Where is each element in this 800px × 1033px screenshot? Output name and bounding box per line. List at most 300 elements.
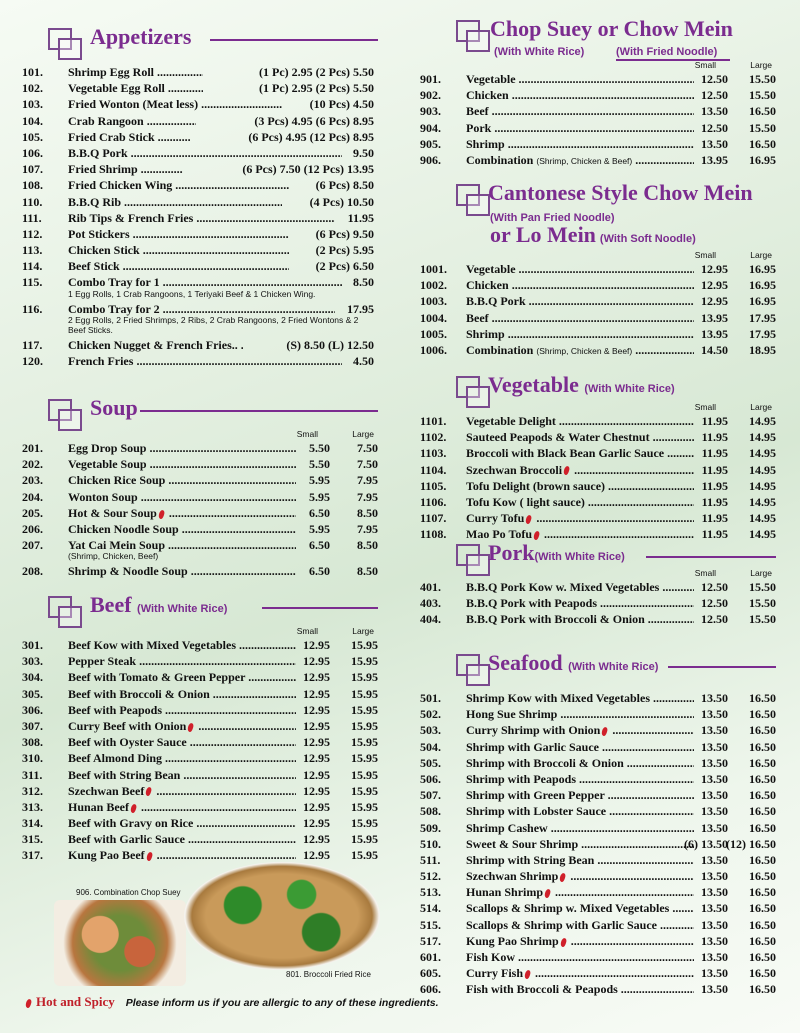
item-number: 507. — [420, 788, 441, 803]
pork-header — [420, 540, 776, 568]
large-price: 16.50 — [749, 723, 776, 738]
chili-pepper-icon — [601, 727, 609, 737]
item-name-text: Szechwan Shrimp — [466, 869, 559, 884]
menu-item — [420, 611, 776, 627]
item-number: 204. — [22, 489, 43, 504]
item-number: 313. — [22, 799, 43, 814]
chopsuey-subtitle-noodle: (With Fried Noodle) — [616, 46, 718, 58]
menu-item — [22, 669, 378, 685]
small-price: 13.50 — [701, 136, 728, 151]
item-name — [466, 120, 694, 136]
beef-subtitle: (With White Rice) — [137, 603, 228, 615]
item-number: 306. — [22, 702, 43, 717]
large-price: 8.50 — [357, 564, 378, 579]
item-price: 11.95 — [347, 210, 374, 225]
lomein-subtitle: (With Soft Noodle) — [599, 233, 696, 245]
chili-pepper-icon — [563, 466, 571, 476]
menu-item — [22, 489, 378, 505]
menu-item — [420, 836, 776, 852]
item-name-text: Beef — [466, 310, 489, 325]
item-name — [68, 161, 183, 177]
cantonese-list — [420, 261, 776, 358]
large-price: 16.50 — [749, 771, 776, 786]
item-number: 403. — [420, 596, 441, 611]
cantonese-section — [420, 180, 776, 358]
seafood-subtitle: (With White Rice) — [568, 661, 659, 673]
item-price: (1 Pc) 2.95 (2 Pcs) 5.50 — [259, 65, 374, 79]
small-price: 11.95 — [701, 430, 728, 445]
large-price: 7.95 — [357, 521, 378, 536]
column-headers — [420, 568, 776, 579]
appetizers-section — [22, 24, 378, 369]
item-name — [466, 429, 694, 445]
menu-item — [22, 521, 378, 537]
item-number: 305. — [22, 686, 43, 701]
item-number: 308. — [22, 735, 43, 750]
large-price: 17.95 — [749, 326, 776, 341]
large-price: 14.95 — [749, 478, 776, 493]
item-name — [466, 494, 694, 510]
item-name — [466, 277, 694, 293]
menu-item — [420, 152, 776, 168]
allergy-note: Please inform us if you are allergic to any of these ingredients. — [125, 997, 439, 1009]
large-price: 15.95 — [351, 654, 378, 669]
item-name — [466, 261, 694, 277]
item-name-text: French Fries — [68, 354, 134, 368]
small-price: 12.95 — [303, 751, 330, 766]
item-number: 503. — [420, 723, 441, 738]
menu-item — [420, 949, 776, 965]
seafood-list — [420, 690, 776, 998]
chili-pepper-icon — [145, 852, 153, 862]
chopsuey-subtitle-rice: (With White Rice) — [494, 46, 585, 58]
item-number: 513. — [420, 885, 441, 900]
item-name — [68, 718, 296, 734]
item-number: 101. — [22, 65, 43, 79]
large-price: 14.95 — [749, 462, 776, 477]
item-note: (Shrimp, Chicken & Beef) — [536, 155, 633, 166]
seafood-section — [420, 650, 776, 998]
item-name-text: Vegetable Soup — [68, 457, 147, 472]
menu-item — [22, 472, 378, 488]
beef-title: Beef — [90, 592, 132, 617]
item-name-text: Curry Beef with Onion — [68, 718, 187, 733]
appetizers-list — [22, 64, 378, 369]
item-name — [466, 836, 694, 852]
item-number: 104. — [22, 113, 43, 128]
item-name — [68, 177, 289, 193]
large-price: 16.50 — [749, 917, 776, 932]
item-name-text: Fish Kow — [466, 950, 516, 964]
item-name-text: Curry Tofu — [466, 511, 525, 526]
menu-item — [22, 64, 378, 80]
menu-item — [22, 353, 378, 369]
large-price: 16.50 — [749, 933, 776, 948]
item-name-text: Shrimp Egg Roll — [68, 65, 155, 79]
item-name-text: B.B.Q Pork with Broccoli & Onion — [466, 612, 645, 627]
item-number: 303. — [22, 654, 43, 669]
chopsuey-list — [420, 71, 776, 168]
chili-pepper-icon — [524, 969, 532, 979]
item-price: (2 Pcs) 5.95 — [315, 243, 374, 258]
small-price: 13.50 — [701, 917, 728, 932]
large-header: Large — [750, 250, 772, 260]
item-number: 502. — [420, 707, 441, 722]
item-price: (6 Pcs) 4.95 (12 Pcs) 8.95 — [248, 129, 374, 144]
small-price: 12.95 — [701, 294, 728, 309]
item-number: 401. — [420, 580, 441, 594]
beef-list — [22, 637, 378, 864]
item-name — [68, 226, 289, 242]
menu-item — [22, 242, 378, 258]
item-number: 1108. — [420, 527, 447, 542]
menu-item — [22, 440, 378, 456]
small-price: 13.50 — [701, 820, 728, 835]
item-name-text: Combination — [466, 342, 534, 357]
item-name-text: Beef with Broccoli & Onion — [68, 686, 210, 701]
section-title: Appetizers — [90, 24, 192, 49]
large-header: Large — [352, 429, 374, 439]
item-name — [68, 489, 296, 505]
item-name — [466, 478, 694, 494]
menu-item — [22, 750, 378, 766]
item-name — [68, 456, 296, 472]
item-name-text: Shrimp Kow with Mixed Vegetables — [466, 691, 651, 705]
item-number: 315. — [22, 832, 43, 847]
title-rule — [140, 410, 378, 412]
item-price: (S) 8.50 (L) 12.50 — [286, 337, 374, 352]
menu-item — [420, 326, 776, 342]
small-header: Small — [694, 60, 716, 70]
item-name-text: Shrimp with Garlic Sauce — [466, 739, 600, 754]
item-name — [466, 462, 694, 478]
menu-item — [420, 739, 776, 755]
item-name — [68, 194, 282, 210]
section-title — [488, 540, 625, 566]
large-price: 14.95 — [749, 494, 776, 509]
item-name-text: Curry Fish — [466, 966, 523, 981]
item-name — [68, 767, 296, 783]
item-price: 17.95 — [347, 301, 374, 316]
large-price: 16.95 — [749, 278, 776, 293]
chili-pepper-icon — [25, 998, 33, 1008]
small-price: 12.95 — [303, 686, 330, 701]
item-name-text: Crab Rangoon — [68, 113, 144, 128]
item-name — [466, 900, 694, 916]
item-price: (1 Pc) 2.95 (2 Pcs) 5.50 — [259, 81, 374, 96]
large-price: 16.50 — [749, 707, 776, 722]
pork-section — [420, 540, 776, 628]
menu-item — [22, 210, 378, 226]
item-number: 1105. — [420, 478, 447, 493]
item-name-text: Vegetable Egg Roll — [68, 81, 165, 96]
menu-item — [420, 71, 776, 87]
item-name — [68, 472, 296, 488]
item-name — [68, 637, 296, 653]
small-header: Small — [694, 568, 716, 578]
item-number: 605. — [420, 966, 441, 981]
chopsuey-header — [420, 16, 776, 46]
large-price: 15.95 — [351, 686, 378, 701]
menu-item — [420, 787, 776, 803]
item-name-text: Broccoli with Black Bean Garlic Sauce — [466, 446, 665, 461]
small-price: 13.50 — [701, 804, 728, 819]
small-price: 12.95 — [701, 278, 728, 293]
large-price: 15.95 — [351, 702, 378, 717]
item-price: (2 Pcs) 6.50 — [315, 259, 374, 274]
large-price: 16.50 — [749, 739, 776, 754]
item-name-text: Chicken Nugget & French Fries.. — [68, 337, 238, 352]
section-title: Soup — [90, 395, 138, 420]
item-name — [68, 783, 296, 799]
small-price: 12.95 — [701, 262, 728, 276]
small-price: 13.50 — [701, 885, 728, 900]
item-name-text: Combination — [466, 152, 534, 167]
item-number: 110. — [22, 194, 43, 209]
item-name — [466, 868, 694, 884]
item-name — [466, 326, 694, 342]
column-headers — [420, 402, 776, 413]
large-price: 16.50 — [749, 869, 776, 884]
item-number: 1002. — [420, 278, 447, 293]
item-number: 117. — [22, 337, 43, 352]
menu-item — [22, 783, 378, 799]
menu-item — [22, 718, 378, 734]
item-name-text: Fish with Broccoli & Peapods — [466, 982, 618, 997]
item-number: 116. — [22, 301, 43, 316]
chili-pepper-icon — [157, 509, 165, 519]
menu-item — [22, 637, 378, 653]
item-number: 1003. — [420, 294, 447, 309]
item-name-text: Combo Tray for 1 — [68, 275, 160, 290]
large-price: (12) 16.50 — [726, 836, 776, 851]
item-name-text: Pepper Steak — [68, 654, 137, 669]
title-rule — [646, 556, 776, 558]
large-price: 16.50 — [749, 982, 776, 997]
item-number: 1001. — [420, 262, 447, 276]
large-header: Large — [750, 568, 772, 578]
small-header: Small — [694, 250, 716, 260]
item-number: 112. — [22, 226, 43, 241]
menu-item — [22, 258, 378, 274]
large-price: 15.95 — [351, 783, 378, 798]
item-name — [466, 87, 694, 103]
small-price: 11.95 — [701, 478, 728, 493]
item-name-text: Shrimp with Broccoli & Onion — [466, 755, 624, 770]
menu-item — [420, 494, 776, 510]
item-name-text: Hunan Beef — [68, 799, 130, 814]
chili-pepper-icon — [130, 803, 138, 813]
large-price: 7.50 — [357, 457, 378, 472]
menu-item — [420, 429, 776, 445]
menu-item — [420, 120, 776, 136]
small-price: 12.50 — [701, 72, 728, 86]
small-header: Small — [296, 429, 318, 439]
small-price: 12.50 — [701, 612, 728, 627]
item-number: 1103. — [420, 446, 447, 461]
menu-item — [420, 965, 776, 981]
item-name-text: Sweet & Sour Shrimp — [466, 836, 579, 851]
large-header: Large — [750, 402, 772, 412]
cantonese-header — [420, 180, 776, 208]
item-name — [466, 981, 694, 997]
item-name-text: Shrimp with Green Pepper — [466, 788, 605, 803]
vegetable-subtitle: (With White Rice) — [584, 383, 675, 395]
item-number: 202. — [22, 457, 43, 472]
small-header: Small — [694, 402, 716, 412]
item-name-text: Beef with Peapods — [68, 702, 162, 717]
lomein-title-row — [420, 222, 776, 250]
item-number: 1104. — [420, 462, 447, 477]
small-price: 12.95 — [303, 767, 330, 782]
section-title — [488, 372, 675, 398]
chili-pepper-icon — [559, 937, 567, 947]
small-price: 12.95 — [303, 670, 330, 685]
item-name-text: Rib Tips & French Fries — [68, 210, 194, 225]
item-number: 509. — [420, 820, 441, 835]
beef-header — [22, 592, 378, 626]
item-name — [466, 342, 694, 359]
item-number: 203. — [22, 473, 43, 488]
large-header: Large — [750, 60, 772, 70]
large-price: 16.50 — [749, 136, 776, 151]
large-price: 16.50 — [749, 901, 776, 916]
soup-section — [22, 395, 378, 580]
item-number: 517. — [420, 933, 441, 948]
item-note: (Shrimp, Chicken & Beef) — [536, 345, 633, 356]
chili-pepper-icon — [187, 722, 195, 732]
menu-item — [22, 456, 378, 472]
hot-legend: Hot and Spicy — [36, 994, 115, 1009]
item-number: 105. — [22, 129, 43, 144]
item-number: 512. — [420, 869, 441, 884]
small-price: 13.50 — [701, 966, 728, 981]
small-price: 12.95 — [303, 718, 330, 733]
small-price: 13.50 — [701, 869, 728, 884]
large-price: 16.95 — [749, 294, 776, 309]
item-name-text: Scallops & Shrimp with Garlic Sauce — [466, 917, 658, 932]
item-name-text: Beef with Oyster Sauce — [68, 735, 187, 750]
item-name-text: Tofu Kow ( light sauce) — [466, 494, 585, 509]
large-price: 16.50 — [749, 104, 776, 119]
item-name-text: Yat Cai Mein Soup — [68, 538, 166, 553]
item-number: 510. — [420, 836, 441, 851]
large-price: 15.95 — [351, 832, 378, 847]
menu-item — [22, 799, 378, 815]
item-number: 505. — [420, 755, 441, 770]
small-price: 11.95 — [701, 462, 728, 477]
menu-item — [420, 868, 776, 884]
item-description: 1 Egg Rolls, 1 Crab Rangoons, 1 Teriyaki Beef & 1 Chicken Wing. — [68, 288, 316, 299]
menu-item — [420, 310, 776, 326]
item-name-text: Shrimp — [466, 136, 505, 151]
small-header: Small — [296, 626, 318, 636]
menu-item — [420, 478, 776, 494]
item-name — [466, 965, 694, 981]
small-price: 13.50 — [701, 771, 728, 786]
menu-item — [420, 981, 776, 997]
item-name-text: Szechwan Broccoli — [466, 462, 563, 477]
item-name-text: Beef Stick — [68, 259, 120, 274]
item-number: 905. — [420, 136, 441, 151]
item-number: 102. — [22, 81, 43, 96]
item-description: (Shrimp, Chicken, Beef) — [68, 551, 159, 562]
item-number: 1107. — [420, 511, 447, 526]
small-price: 5.95 — [309, 489, 330, 504]
item-name-text: Beef with Gravy on Rice — [68, 816, 194, 831]
small-price: 5.50 — [309, 441, 330, 455]
item-name — [68, 686, 296, 702]
small-price: 11.95 — [701, 527, 728, 542]
chili-pepper-icon — [544, 888, 552, 898]
item-name — [466, 690, 694, 706]
menu-item — [420, 277, 776, 293]
item-price: (6 Pcs) 9.50 — [315, 226, 374, 241]
large-price: 15.95 — [351, 751, 378, 766]
small-price: 13.50 — [701, 755, 728, 770]
item-name-text: Curry Shrimp with Onion — [466, 723, 601, 738]
large-price: 15.95 — [351, 799, 378, 814]
large-price: 16.50 — [749, 885, 776, 900]
small-price: 13.50 — [701, 950, 728, 964]
item-name-text: Beef Kow with Mixed Vegetables — [68, 638, 236, 652]
menu-item — [420, 933, 776, 949]
item-name — [466, 917, 694, 933]
item-name-text: Beef — [466, 104, 489, 119]
pork-title: Pork — [488, 540, 535, 565]
item-name — [68, 653, 296, 669]
item-name — [466, 787, 694, 803]
item-description: 2 Egg Rolls, 2 Fried Shrimps, 2 Ribs, 2 Crab Rangoons, 2 Fried Wontons & 2 Beef Sticks. — [68, 314, 359, 335]
item-number: 113. — [22, 243, 43, 258]
broccoli-fried-rice-photo — [184, 862, 380, 970]
menu-item — [22, 80, 378, 96]
item-name — [466, 803, 694, 819]
item-name-text: Shrimp — [466, 326, 505, 341]
chopsuey-subtitles — [420, 46, 776, 60]
item-price: (6 Pcs) 8.50 — [315, 178, 374, 193]
item-number: 307. — [22, 718, 43, 733]
item-name-text: Shrimp with String Bean — [466, 852, 595, 867]
menu-item — [22, 563, 378, 579]
item-name — [68, 669, 296, 685]
item-name-text: Mao Po Tofu — [466, 527, 533, 542]
section-title — [90, 592, 227, 618]
large-price: 14.95 — [749, 511, 776, 526]
item-number: 206. — [22, 521, 43, 536]
large-price: 15.50 — [749, 72, 776, 86]
menu-item — [22, 734, 378, 750]
item-name-text: Vegetable Delight — [466, 414, 556, 428]
item-name-text: Hong Sue Shrimp — [466, 707, 558, 722]
large-price: 14.95 — [749, 430, 776, 445]
item-name — [466, 884, 694, 900]
item-name — [68, 702, 296, 718]
item-name-text: B.B.Q Pork — [466, 294, 526, 309]
vegetable-section — [420, 372, 776, 543]
item-number: 508. — [420, 804, 441, 819]
item-name — [68, 337, 243, 353]
item-name — [68, 505, 296, 521]
item-number: 501. — [420, 691, 441, 705]
large-price: 15.95 — [351, 735, 378, 750]
item-name — [68, 734, 296, 750]
item-name — [466, 771, 694, 787]
large-price: 14.95 — [749, 527, 776, 542]
large-header: Large — [352, 626, 374, 636]
menu-item — [420, 579, 776, 595]
large-price: 18.95 — [749, 342, 776, 357]
